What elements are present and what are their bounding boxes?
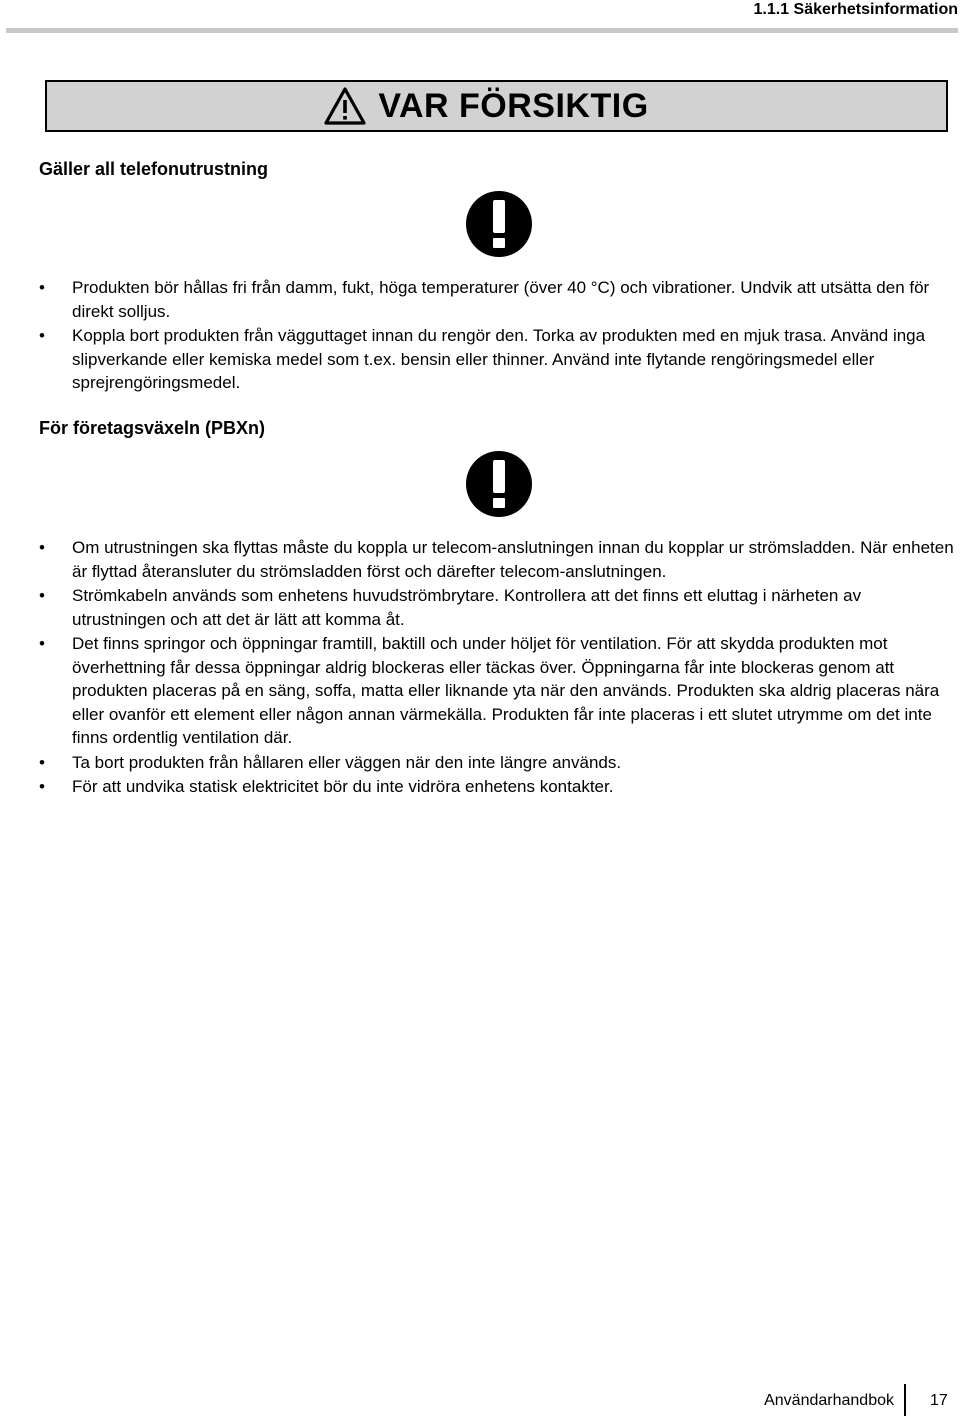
section-heading-general: Gäller all telefonutrustning — [39, 159, 269, 179]
list-item: • Det finns springor och öppningar framtill, baktill och under höljet för ventilation. För att skydda produkten mot överhettning får dessa öppningar aldrig blockeras eller täckas över. Öppningarna får inte blockeras genom att produkten placeras på en säng, soffa, matta eller liknande yta när den används. Produkten ska aldrig placeras nära eller ovanför ett element eller någon annan värmekälla. Produkten får inte placeras i ett slutet utrymme om det inte finns ordentlig ventilation där. — [39, 632, 959, 750]
section-heading-pbx: För företagsväxeln (PBXn) — [39, 418, 266, 438]
caution-banner — [45, 80, 948, 132]
list-item: • För att undvika statisk elektricitet bör du inte vidröra enhetens kontakter. — [39, 775, 959, 799]
list-item: • Strömkabeln används som enhetens huvudströmbrytare. Kontrollera att det finns ett eluttag i närheten av utrustningen och att det är lätt att komma åt. — [39, 584, 959, 631]
list-item: • Produkten bör hållas fri från damm, fukt, höga temperaturer (över 40 °C) och vibrationer. Undvik att utsätta den för direkt solljus. — [39, 276, 959, 323]
page-number: 17 — [930, 1392, 948, 1409]
mandatory-exclamation-icon — [465, 190, 533, 258]
mandatory-exclamation-icon — [465, 450, 533, 518]
caution-title: VAR FÖRSIKTIG — [378, 86, 649, 125]
warning-triangle-icon — [324, 87, 366, 125]
page-footer — [764, 1384, 960, 1418]
list-item: • Koppla bort produkten från vägguttaget innan du rengör den. Torka av produkten med en mjuk trasa. Använd inga slipverkande eller kemiska medel som t.ex. bensin eller thinner. Använd inte flytande rengöringsmedel eller sprejrengöringsmedel. — [39, 324, 959, 395]
header-rule — [6, 28, 958, 33]
list-item: • Om utrustningen ska flyttas måste du koppla ur telecom-anslutningen innan du kopplar ur strömsladden. När enheten är flyttad återansluter du strömsladden först och därefter telecom-anslutningen. — [39, 536, 959, 583]
footer-book-title: Användarhandbok — [764, 1392, 894, 1409]
bullet-list-general — [39, 276, 959, 396]
list-item: • Ta bort produkten från hållaren eller väggen när den inte längre används. — [39, 751, 959, 775]
section-header-title: 1.1.1 Säkerhetsinformation — [753, 1, 958, 18]
bullet-list-pbx — [39, 536, 959, 800]
